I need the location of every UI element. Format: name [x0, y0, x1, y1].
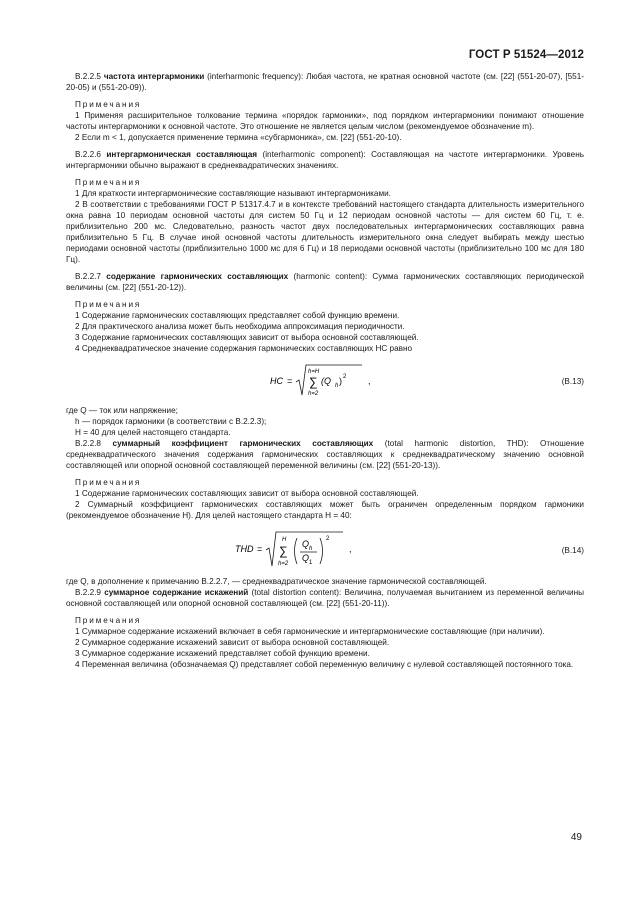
close-paren: )	[339, 376, 342, 386]
term-subscript: h	[335, 383, 339, 389]
exponent: 2	[326, 536, 330, 542]
clause-number: В.2.2.9	[75, 588, 101, 597]
numerator-q: Q	[302, 539, 310, 549]
equation-number: (B.14)	[561, 546, 584, 555]
sigma-symbol: ∑	[309, 375, 318, 389]
note-item: 2 Для практического анализа может быть необходима аппроксимация периодичности.	[75, 322, 405, 331]
clause-number: В.2.2.8	[75, 439, 101, 448]
clause-b229	[66, 587, 584, 609]
formula-b14	[66, 530, 584, 570]
sum-upper-limit: H	[282, 537, 287, 543]
definition: (total harmonic distortion, THD): Отношение среднеквадратического значения содержания гармонических составляющих к среднеквадратическому значению основной составляющей или опорной основной составляющей переменной величины (см. [22] (551-20-13)).	[66, 439, 585, 470]
term: частота интергармоники	[103, 72, 205, 81]
note-item: 4 Среднеквадратическое значение содержания гармонических составляющих HC равно	[75, 344, 413, 353]
definition: (total distortion content): Величина, получаемая вычитанием из переменной величины основной составляющей или опорной основной составляющей (см. [22] (551-20-11)).	[66, 588, 584, 608]
note-item: 3 Содержание гармонических составляющих зависит от выбора основной составляющей.	[75, 333, 419, 342]
right-paren	[320, 538, 323, 564]
term: содержание гармонических составляющих	[106, 272, 289, 281]
notes-label: Примечания	[75, 616, 142, 625]
where-clause: h — порядок гармоники (в соответствии с В.2.2.3);	[75, 417, 267, 426]
term: суммарное содержание искажений	[104, 588, 249, 597]
note-item: 1 Применяя расширительное толкование термина «порядок гармоники», под порядком интергармоники понимают отношение частоты интергармоники к основной частоте. Это отношение не является целым числом (рекомендуемое обозначение m).	[66, 111, 584, 131]
comma: ,	[368, 376, 371, 386]
left-paren	[295, 538, 298, 564]
notes-label: Примечания	[75, 478, 142, 487]
clause-number: В.2.2.6	[75, 150, 101, 159]
note-item: 1 Для краткости интергармонические составляющие называют интергармониками.	[75, 189, 391, 198]
clause-b225	[66, 71, 584, 93]
sum-upper-limit: h=H	[308, 369, 320, 375]
definition: (interharmonic frequency): Любая частота, не кратная основной частоте (см. [22] (551-20-07), [551-20-05) и (551-20-09)).	[66, 72, 584, 92]
comma: ,	[349, 544, 352, 554]
notes-label: Примечания	[75, 300, 142, 309]
definition: (harmonic content): Сумма гармонических составляющих периодической величины (см. [22] (551-20-12)).	[66, 272, 585, 292]
where-clause: H = 40 для целей настоящего стандарта.	[75, 428, 231, 437]
standard-header: ГОСТ Р 51524—2012	[468, 49, 584, 61]
clause-number: В.2.2.7	[75, 272, 101, 281]
document-body	[66, 71, 584, 670]
sigma-symbol: ∑	[279, 544, 288, 558]
definition: (interharmonic component): Составляющая на частоте интергармоники. Уровень интергармоники обычно выражают в среднеквадратических значениях.	[66, 150, 584, 170]
note-item: 1 Содержание гармонических составляющих представляет собой функцию времени.	[75, 311, 400, 320]
clause-b228	[66, 438, 584, 471]
term: интергармоническая составляющая	[106, 150, 258, 159]
equals-sign: =	[287, 376, 293, 386]
where-clause: где Q, в дополнение к примечанию В.2.2.7, — среднеквадратическое значение гармонической составляющей.	[66, 577, 487, 586]
formula-lhs: THD	[235, 544, 254, 554]
formula-b13-graphic	[266, 363, 566, 399]
sum-lower-limit: h=2	[278, 561, 289, 567]
term: суммарный коэффициент гармонических составляющих	[112, 439, 374, 448]
denominator-q: Q	[302, 553, 310, 563]
denominator-subscript: 1	[309, 560, 313, 566]
clause-b227	[66, 271, 584, 293]
note-item: 1 Содержание гармонических составляющих зависит от выбора основной составляющей.	[75, 489, 419, 498]
where-clause: где Q — ток или напряжение;	[66, 406, 178, 415]
term-q: (Q	[321, 376, 331, 386]
formula-b14-graphic	[231, 530, 531, 570]
clause-b226	[66, 149, 584, 171]
note-item: 4 Переменная величина (обозначаемая Q) представляет собой переменную величину с нулевой составляющей постоянного тока.	[75, 660, 574, 669]
note-item: 3 Суммарное содержание искажений представляет собой функцию времени.	[75, 649, 370, 658]
note-item: 2 В соответствии с требованиями ГОСТ Р 51317.4.7 и в контексте требований настоящего стандарта длительность измерительного окна равна 10 периодам основной частоты для систем 50 Гц и 12 периодам основной частоты — для систем 60 Гц, т. е. приблизительно 200 мс. Следовательно, разность частот двух последовательных интергармонических составляющих равна приблизительно 5 Гц. В случае иной основной частоты длительность измерительного окна следует выбирать между шестью периодами основной частоты (приблизительно 1000 мс для 6 Гц) и 18 периодами основной частоты (приблизительно 100 мс для 180 Гц).	[66, 200, 584, 264]
note-item: 2 Если m < 1, допускается применение термина «субгармоника», см. [22] (551-20-10).	[75, 133, 402, 142]
note-item: 2 Суммарное содержание искажений зависит от выбора основной составляющей.	[75, 638, 390, 647]
clause-number: В.2.2.5	[75, 72, 101, 81]
notes-label: Примечания	[75, 100, 142, 109]
note-item: 1 Суммарное содержание искажений включает в себя гармонические и интергармонические составляющие (при наличии).	[75, 627, 545, 636]
sum-lower-limit: h=2	[308, 391, 319, 397]
numerator-subscript: h	[309, 546, 313, 552]
formula-b13	[66, 363, 584, 399]
page-number: 49	[570, 832, 582, 843]
note-item: 2 Суммарный коэффициент гармонических составляющих может быть ограничен определенным порядком гармоники (рекомендуемое обозначение H). Для целей настоящего стандарта H = 40:	[66, 500, 584, 520]
exponent: 2	[343, 374, 347, 380]
equation-number: (B.13)	[561, 377, 584, 386]
formula-lhs: HC	[270, 376, 283, 386]
equals-sign: =	[257, 544, 263, 554]
notes-label: Примечания	[75, 178, 142, 187]
